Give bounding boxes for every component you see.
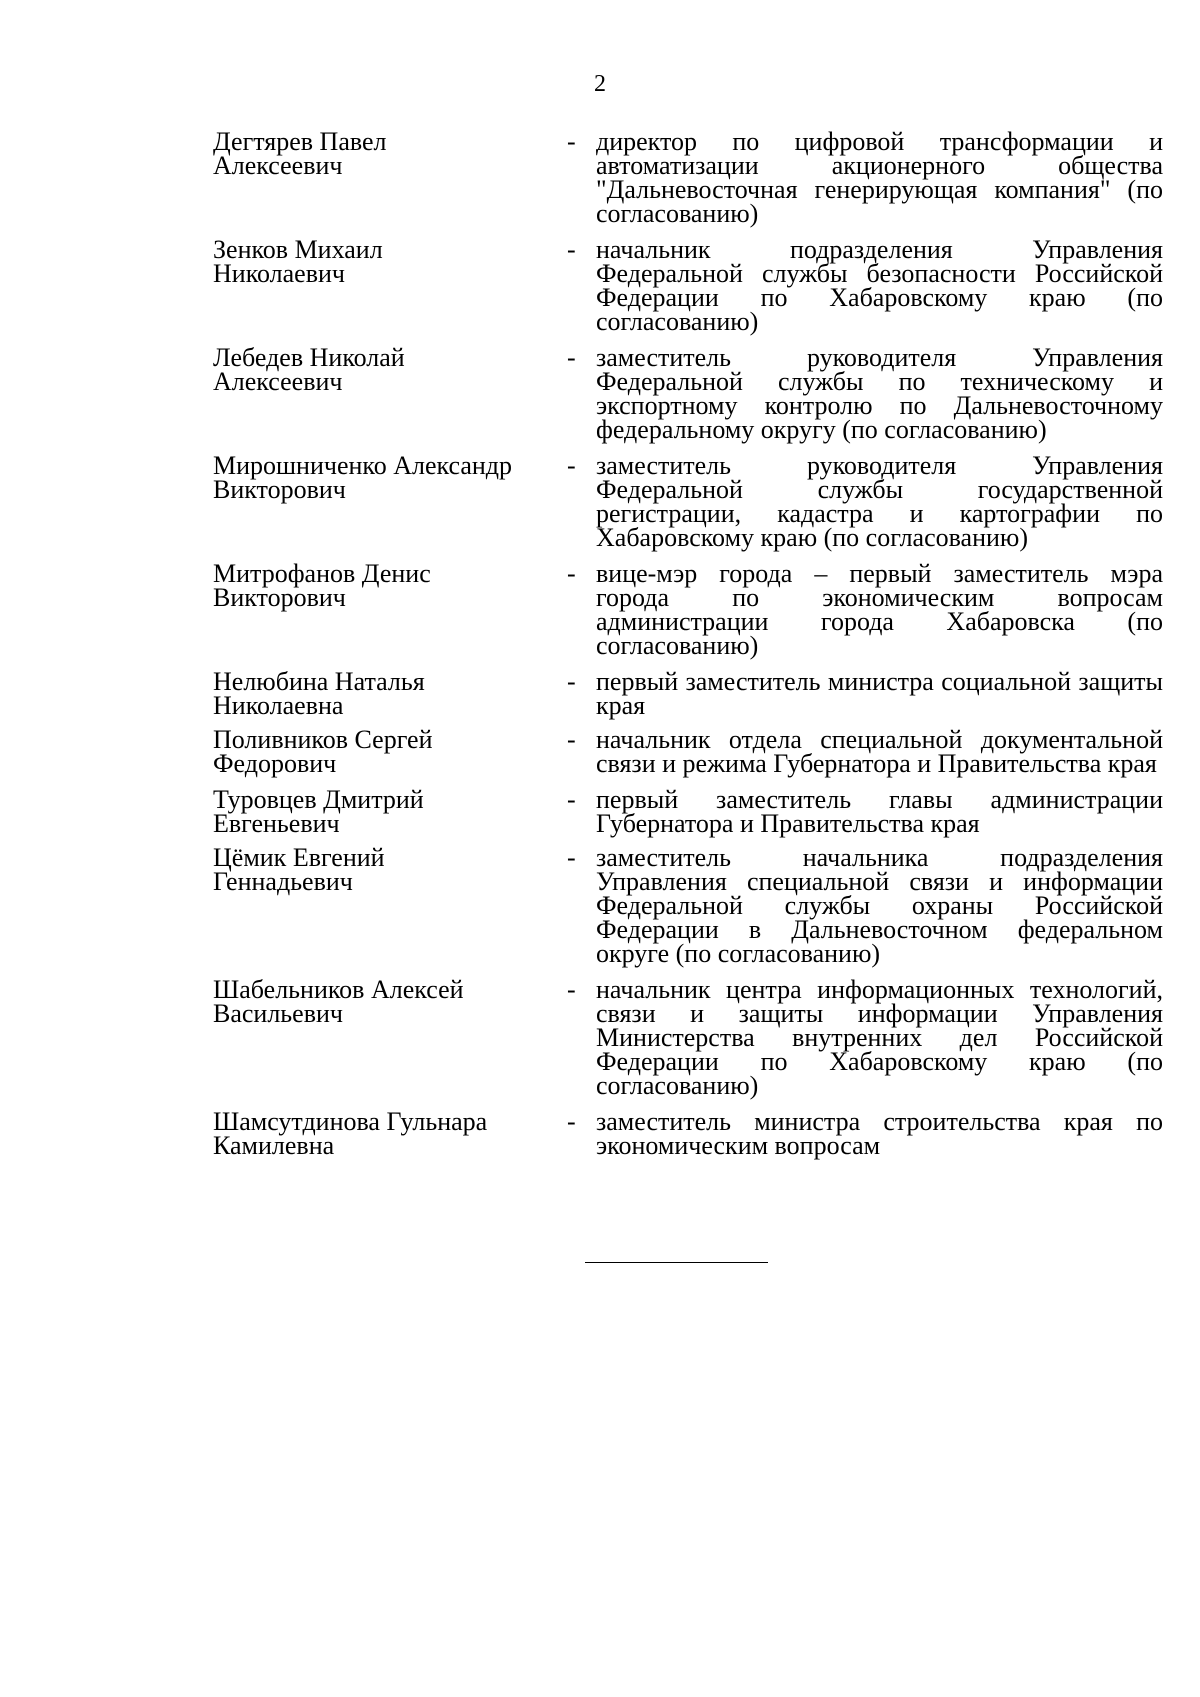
member-name: Шамсутдинова Гульнара Камилевна (213, 1107, 488, 1160)
member-dash: - (567, 451, 576, 480)
member-row (213, 1107, 1163, 1160)
member-row (213, 559, 1163, 660)
member-dash: - (567, 559, 576, 588)
member-role: заместитель начальника подразделения Управления специальной связи и информации Федеральной службы охраны Российской Федерации в Дальневосточном федеральном округе (по согласованию) (596, 843, 1163, 968)
member-dash: - (567, 235, 576, 264)
member-role: начальник отдела специальной документальной связи и режима Губернатора и Правительства края (596, 725, 1163, 778)
member-dash: - (567, 975, 576, 1004)
member-name: Дегтярев Павел Алексеевич (213, 127, 387, 180)
member-dash: - (567, 725, 576, 754)
member-role: заместитель министра строительства края по экономическим вопросам (596, 1107, 1163, 1160)
member-role: начальник центра информационных технологий, связи и защиты информации Управления Министерства внутренних дел Российской Федерации по Хабаровскому краю (по согласованию) (596, 975, 1163, 1100)
member-role: директор по цифровой трансформации и автоматизации акционерного общества "Дальневосточная генерирующая компания" (по согласованию) (596, 127, 1163, 228)
member-dash: - (567, 667, 576, 696)
member-role: начальник подразделения Управления Федеральной службы безопасности Российской Федерации по Хабаровскому краю (по согласованию) (596, 235, 1163, 336)
member-name: Цёмик Евгений Геннадьевич (213, 843, 385, 896)
member-name: Мирошниченко Александр Викторович (213, 451, 513, 504)
member-name: Нелюбина Наталья Николаевна (213, 667, 425, 720)
member-row (213, 725, 1163, 778)
member-dash: - (567, 127, 576, 156)
member-role: заместитель руководителя Управления Федеральной службы государственной регистрации, кадастра и картографии по Хабаровскому краю (по согласованию) (596, 451, 1163, 552)
member-dash: - (567, 1107, 576, 1136)
member-row (213, 843, 1163, 968)
member-dash: - (567, 343, 576, 372)
member-name: Поливников Сергей Федорович (213, 725, 433, 778)
member-dash: - (567, 843, 576, 872)
member-role: первый заместитель министра социальной защиты края (596, 667, 1163, 720)
member-role: вице-мэр города – первый заместитель мэра города по экономическим вопросам администрации города Хабаровска (по согласованию) (596, 559, 1163, 660)
end-of-list-rule (585, 1262, 768, 1263)
member-row (213, 235, 1163, 336)
member-row (213, 451, 1163, 552)
member-row (213, 975, 1163, 1100)
member-name: Зенков Михаил Николаевич (213, 235, 383, 288)
member-row (213, 667, 1163, 720)
member-row (213, 127, 1163, 228)
member-row (213, 785, 1163, 838)
member-name: Туровцев Дмитрий Евгеньевич (213, 785, 424, 838)
page-number: 2 (594, 71, 606, 97)
member-role: первый заместитель главы администрации Губернатора и Правительства края (596, 785, 1163, 838)
member-row (213, 343, 1163, 444)
member-name: Лебедев Николай Алексеевич (213, 343, 405, 396)
members-list (213, 127, 1163, 1160)
member-name: Шабельников Алексей Васильевич (213, 975, 464, 1028)
member-role: заместитель руководителя Управления Федеральной службы по техническому и экспортному контролю по Дальневосточному федеральному округу (по согласованию) (596, 343, 1163, 444)
member-dash: - (567, 785, 576, 814)
member-name: Митрофанов Денис Викторович (213, 559, 431, 612)
